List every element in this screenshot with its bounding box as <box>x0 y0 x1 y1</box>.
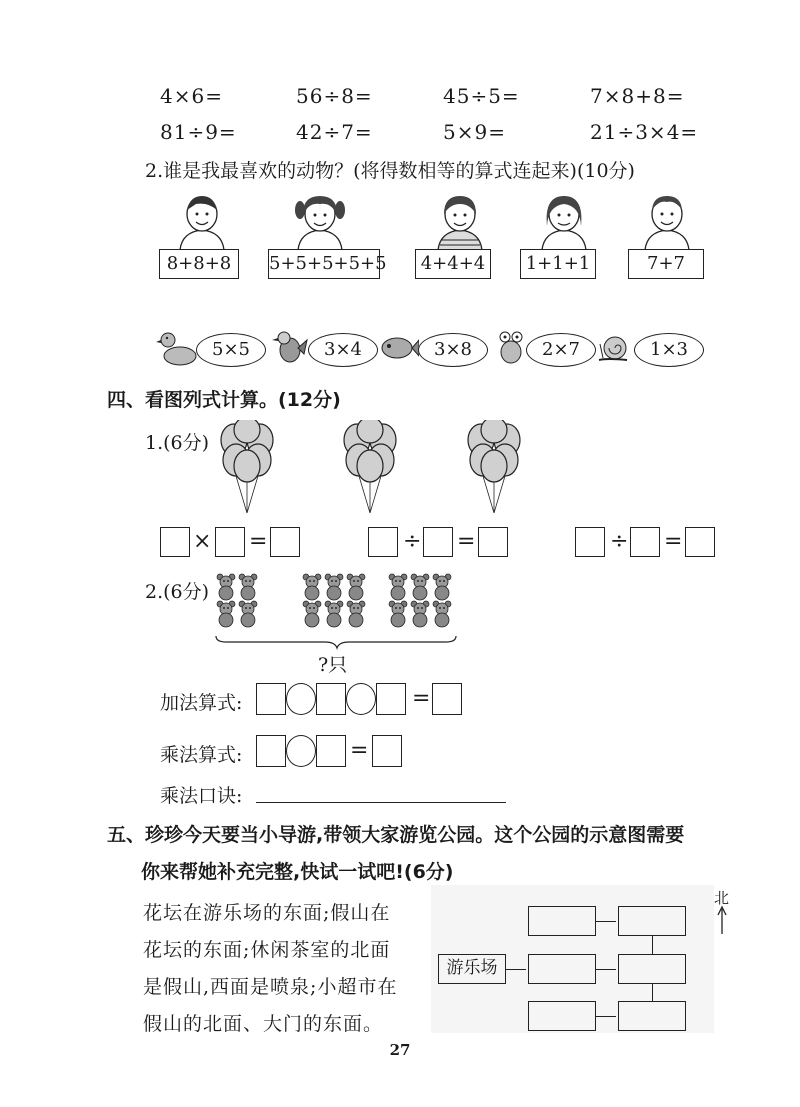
map-connector <box>506 969 526 970</box>
map-connector <box>652 936 653 954</box>
answer-box[interactable] <box>685 527 715 557</box>
section-4-heading: 四、看图列式计算。(12分) <box>107 389 341 411</box>
arith-1-2: 56÷8= <box>296 84 373 108</box>
answer-box[interactable] <box>270 527 300 557</box>
section-5-heading-line1: 五、珍珍今天要当小导游,带领大家游览公园。这个公园的示意图需要 <box>107 824 685 846</box>
bird-illustration <box>270 328 308 368</box>
equals-sign: = <box>664 529 683 554</box>
answer-box[interactable] <box>215 527 245 557</box>
map-connector <box>596 969 616 970</box>
problem-2-label: 2.(6分) <box>145 581 210 603</box>
answer-box[interactable] <box>423 527 453 557</box>
equals-sign: = <box>249 529 268 554</box>
map-answer-box[interactable] <box>618 906 686 936</box>
answer-box[interactable] <box>432 683 462 715</box>
addition-label: 加法算式: <box>160 692 243 714</box>
map-answer-box[interactable] <box>528 906 596 936</box>
animal-expression-4: 2×7 <box>526 333 596 367</box>
arith-2-1: 81÷9= <box>160 120 237 144</box>
section-5-heading-line2: 你来帮她补充完整,快试一试吧!(6分) <box>141 861 454 883</box>
fish-illustration <box>377 328 419 368</box>
kid-expression-1: 8+8+8 <box>159 249 239 279</box>
kid-expression-5: 7+7 <box>628 249 704 279</box>
equals-sign: = <box>412 686 431 711</box>
rhyme-answer-line[interactable] <box>256 802 506 803</box>
boy-1-illustration <box>174 192 230 250</box>
map-connector <box>652 984 653 1001</box>
operator-circle[interactable] <box>286 735 316 767</box>
north-arrow-icon <box>714 905 730 935</box>
animal-expression-5: 1×3 <box>634 333 704 367</box>
map-answer-box[interactable] <box>618 1001 686 1031</box>
arith-2-4: 21÷3×4= <box>590 120 699 144</box>
answer-box[interactable] <box>316 683 346 715</box>
map-answer-box[interactable] <box>528 954 596 984</box>
map-amusement-park: 游乐场 <box>438 954 506 984</box>
frog-illustration <box>496 328 526 368</box>
animal-expression-1: 5×5 <box>196 333 266 367</box>
arith-2-3: 5×9= <box>443 120 506 144</box>
map-answer-box[interactable] <box>528 1001 596 1031</box>
answer-box[interactable] <box>368 527 398 557</box>
kid-expression-4: 1+1+1 <box>520 249 596 279</box>
duck-illustration <box>156 328 198 368</box>
north-label: 北 <box>714 889 730 907</box>
girl-1-illustration <box>292 192 348 250</box>
page-number: 27 <box>389 1041 411 1059</box>
operator-circle[interactable] <box>286 683 316 715</box>
answer-box[interactable] <box>256 735 286 767</box>
map-connector <box>596 1016 616 1017</box>
description-line-1: 花坛在游乐场的东面;假山在 <box>143 902 391 924</box>
snail-illustration <box>597 328 631 368</box>
times-sign: × <box>193 529 212 554</box>
description-line-4: 假山的北面、大门的东面。 <box>143 1013 384 1035</box>
arith-1-1: 4×6= <box>160 84 223 108</box>
answer-box[interactable] <box>256 683 286 715</box>
girl-2-illustration <box>432 192 488 250</box>
description-line-3: 是假山,西面是喷泉;小超市在 <box>143 976 398 998</box>
equals-sign: = <box>457 529 476 554</box>
kid-expression-3: 4+4+4 <box>415 249 491 279</box>
answer-box[interactable] <box>376 683 406 715</box>
map-answer-box[interactable] <box>618 954 686 984</box>
divide-sign: ÷ <box>610 529 629 554</box>
answer-box[interactable] <box>316 735 346 767</box>
answer-box[interactable] <box>160 527 190 557</box>
boy-2-illustration <box>639 192 695 250</box>
answer-box[interactable] <box>372 735 402 767</box>
answer-box[interactable] <box>630 527 660 557</box>
divide-sign: ÷ <box>403 529 422 554</box>
map-connector <box>596 921 616 922</box>
equals-sign: = <box>350 738 369 763</box>
arith-1-4: 7×8+8= <box>590 84 685 108</box>
problem-1-label: 1.(6分) <box>145 432 210 454</box>
animal-expression-2: 3×4 <box>308 333 378 367</box>
rhyme-label: 乘法口诀: <box>160 785 243 807</box>
answer-box[interactable] <box>478 527 508 557</box>
balloons-group-1 <box>212 420 282 515</box>
animal-expression-3: 3×8 <box>418 333 488 367</box>
question-quantity: ?只 <box>318 654 348 676</box>
balloons-group-3 <box>459 420 529 515</box>
question-2-title: 2.谁是我最喜欢的动物？(将得数相等的算式连起来)(10分) <box>145 160 635 182</box>
answer-box[interactable] <box>575 527 605 557</box>
multiplication-label: 乘法算式: <box>160 744 243 766</box>
arith-2-2: 42÷7= <box>296 120 373 144</box>
girl-3-illustration <box>536 192 592 250</box>
description-line-2: 花坛的东面;休闲茶室的北面 <box>143 939 391 961</box>
kid-expression-2: 5+5+5+5+5 <box>268 249 380 279</box>
balloons-group-2 <box>335 420 405 515</box>
operator-circle[interactable] <box>346 683 376 715</box>
arith-1-3: 45÷5= <box>443 84 520 108</box>
